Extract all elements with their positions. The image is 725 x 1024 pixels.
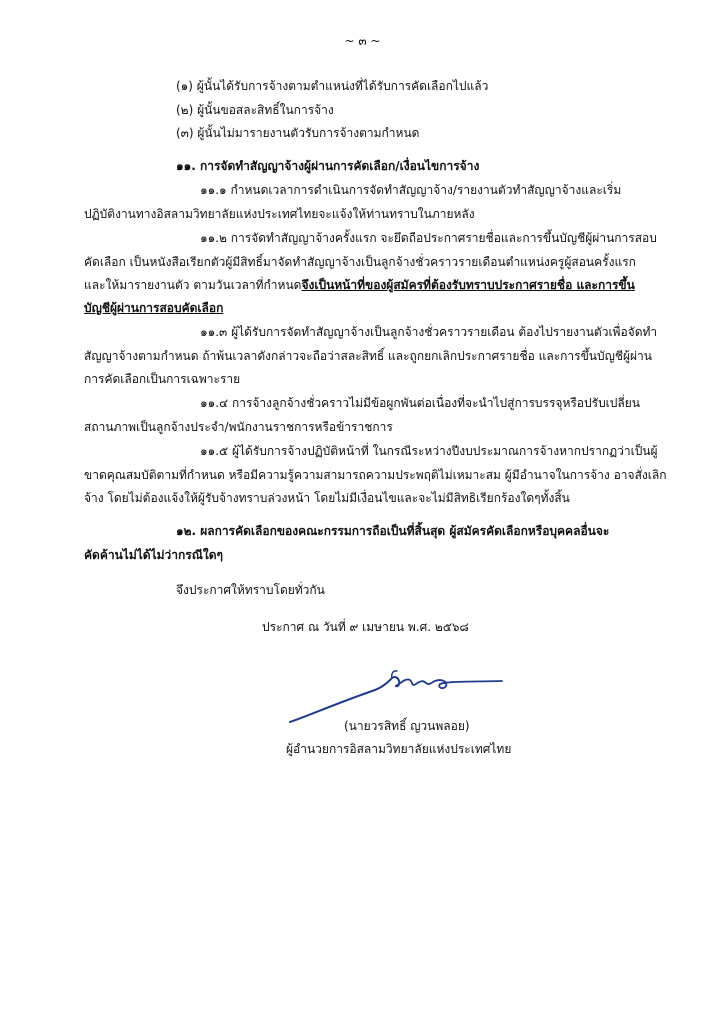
emphasis-text: บัญชีผู้ผ่านการสอบคัดเลือก: [84, 301, 224, 315]
paragraph-line: ปฏิบัติงานทางอิสลามวิทยาลัยแห่งประเทศไทยจะแจ้งให้ท่านทราบในภายหลัง: [84, 207, 475, 221]
paragraph-line: ๑๑.๑ กำหนดเวลาการดำเนินการจัดทำสัญญาจ้าง/รายงานตัวทำสัญญาจ้างและเริ่ม: [200, 183, 622, 197]
paragraph-text: และให้มารายงานตัว ตามวันเวลาที่กำหนด: [84, 278, 302, 292]
signer-name: (นายวรสิทธิ์ ญวนพลอย): [344, 719, 470, 733]
paragraph-line: สัญญาจ้างตามกำหนด ถ้าพ้นเวลาดังกล่าวจะถือว่าสละสิทธิ์ และถูกยกเลิกประกาศรายชื่อ และการขึ้นบัญชีผู้ผ่าน: [84, 349, 652, 363]
section-12-line: ๑๒. ผลการคัดเลือกของคณะกรรมการถือเป็นที่สิ้นสุด ผู้สมัครคัดเลือกหรือบุคคลอื่นจะ: [176, 524, 610, 538]
section-11-heading: ๑๑. การจัดทำสัญญาจ้างผู้ผ่านการคัดเลือก/เงื่อนไขการจ้าง: [176, 159, 480, 173]
paragraph-line: ๑๑.๓ ผู้ได้รับการจัดทำสัญญาจ้างเป็นลูกจ้างชั่วคราวรายเดือน ต้องไปรายงานตัวเพื่อจัดทำ: [200, 325, 658, 339]
condition-item: (๒) ผู้นั้นขอสละสิทธิ์ในการจ้าง: [176, 103, 334, 117]
paragraph-line: ๑๑.๕ ผู้ได้รับการจ้างปฏิบัติหน้าที่ ในกรณีระหว่างปีงบประมาณการจ้างหากปรากฏว่าเป็นผู้: [200, 444, 658, 458]
announcement-date: ประกาศ ณ วันที่ ๙ เมษายน พ.ศ. ๒๕๖๘: [262, 620, 469, 634]
condition-item: (๓) ผู้นั้นไม่มารายงานตัวรับการจ้างตามกำหนด: [176, 126, 420, 140]
page-number: ~ ๓ ~: [344, 34, 381, 48]
emphasis-text: จึงเป็นหน้าที่ของผู้สมัครที่ต้องรับทราบประกาศรายชื่อ และการขึ้น: [301, 278, 635, 292]
closing-statement: จึงประกาศให้ทราบโดยทั่วกัน: [176, 583, 325, 597]
paragraph-line: การคัดเลือกเป็นการเฉพาะราย: [84, 372, 241, 386]
signer-title: ผู้อำนวยการอิสลามวิทยาลัยแห่งประเทศไทย: [286, 742, 512, 756]
paragraph-line: จ้าง โดยไม่ต้องแจ้งให้ผู้รับจ้างทราบล่วงหน้า โดยไม่มีเงื่อนไขและจะไม่มีสิทธิเรียกร้องใดๆทั้งสิ้น: [84, 491, 570, 505]
section-12-line: คัดค้านไม่ได้ไม่ว่ากรณีใดๆ: [84, 548, 223, 562]
condition-item: (๑) ผู้นั้นได้รับการจ้างตามตำแหน่งที่ได้รับการคัดเลือกไปแล้ว: [176, 79, 489, 93]
paragraph-line: ขาดคุณสมบัติตามที่กำหนด หรือมีความรู้ความสามารถความประพฤติไม่เหมาะสม ผู้มีอำนาจในการจ้าง อาจสั่งเลิก: [84, 468, 667, 482]
paragraph-line: ๑๑.๔ การจ้างลูกจ้างชั่วคราวไม่มีข้อผูกพันต่อเนื่องที่จะนำไปสู่การบรรจุหรือปรับเปลี่ยน: [200, 396, 640, 410]
paragraph-line: คัดเลือก เป็นหนังสือเรียกตัวผู้มีสิทธิ์มาจัดทำสัญญาจ้างเป็นลูกจ้างชั่วคราวรายเดือนตำแหน่งครูผู้สอนครั้งแรก: [84, 255, 636, 269]
paragraph-line: สถานภาพเป็นลูกจ้างประจำ/พนักงานราชการหรือข้าราชการ: [84, 420, 393, 434]
paragraph-line: ๑๑.๒ การจัดทำสัญญาจ้างครั้งแรก จะยึดถือประกาศรายชื่อและการขึ้นบัญชีผู้ผ่านการสอบ: [200, 231, 657, 245]
paragraph-line-mixed: [84, 276, 635, 294]
